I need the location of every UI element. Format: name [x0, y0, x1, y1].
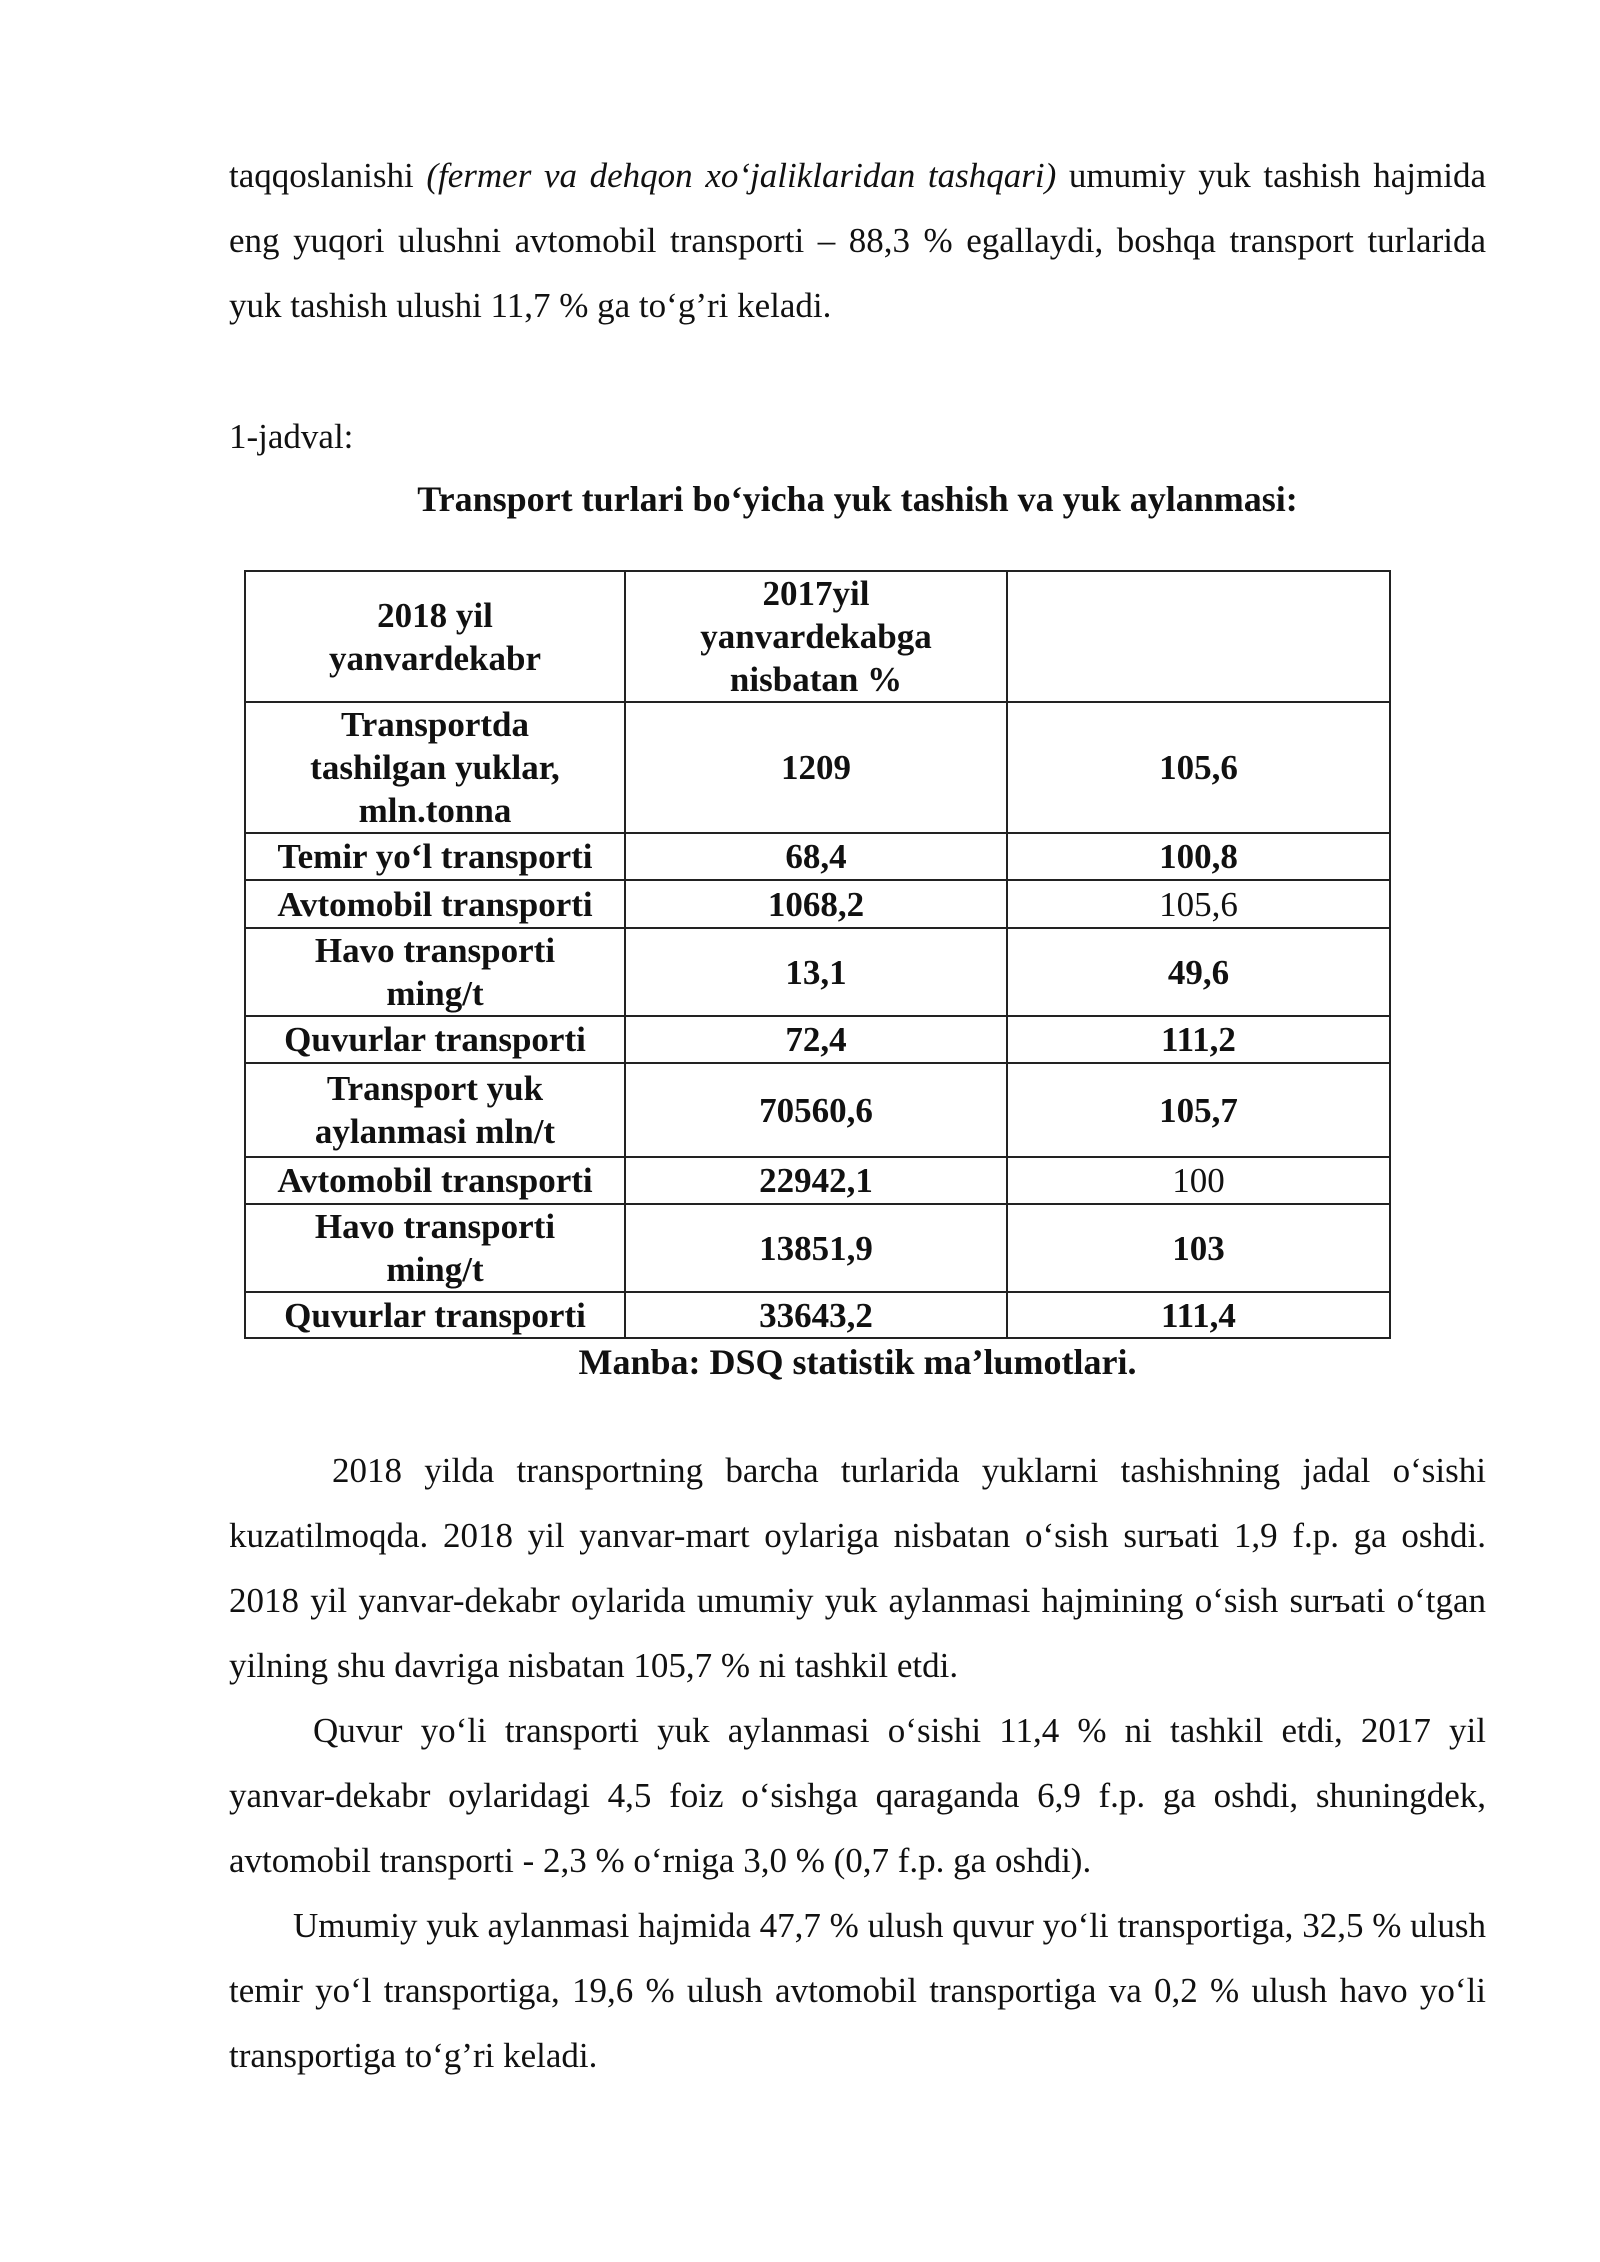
row-label: Quvurlar transporti [245, 1292, 625, 1338]
row-value-percent: 105,6 [1007, 702, 1390, 833]
row-label: Quvurlar transporti [245, 1016, 625, 1063]
table-header-row [245, 571, 1390, 702]
row-value-2018: 70560,6 [625, 1063, 1007, 1157]
table-caption: 1-jadval: [229, 417, 354, 456]
intro-text-italic: (fermer va dehqon xo‘jaliklaridan tashqari) [426, 156, 1057, 195]
body-paragraph: Umumiy yuk aylanmasi hajmida 47,7 % ulush quvur yo‘li transportiga, 32,5 % ulush temir yo‘l transportiga, 19,6 % ulush avtomobil transportiga va 0,2 % ulush havo yo‘li transportiga to‘g’ri keladi. [229, 1906, 1486, 2075]
row-value-percent: 111,2 [1007, 1016, 1390, 1063]
row-label: Avtomobil transporti [245, 1157, 625, 1204]
table-row [245, 1204, 1390, 1292]
row-value-percent: 100 [1007, 1157, 1390, 1204]
row-label: Temir yo‘l transporti [245, 833, 625, 880]
row-label: Transport yuk aylanmasi mln/t [245, 1063, 625, 1157]
header-cell: 2017yil yanvardekabga nisbatan % [625, 571, 1007, 702]
row-value-2018: 1209 [625, 702, 1007, 833]
table-row [245, 880, 1390, 928]
row-value-2018: 68,4 [625, 833, 1007, 880]
row-value-percent: 49,6 [1007, 928, 1390, 1016]
table-row [245, 1063, 1390, 1157]
transport-table [244, 570, 1391, 1339]
row-label: Transportda tashilgan yuklar, mln.tonna [245, 702, 625, 833]
row-value-2018: 22942,1 [625, 1157, 1007, 1204]
body-paragraph: Quvur yo‘li transporti yuk aylanmasi o‘sishi 11,4 % ni tashkil etdi, 2017 yil yanvar-dekabr oylaridagi 4,5 foiz o‘sishga qaraganda 6,9 f.p. ga oshdi, shuningdek, avtomobil transporti - 2,3 % o‘rniga 3,0 % (0,7 f.p. ga oshdi). [229, 1711, 1486, 1880]
row-value-percent: 103 [1007, 1204, 1390, 1292]
table-row [245, 1292, 1390, 1338]
row-label: Havo transporti ming/t [245, 1204, 625, 1292]
row-value-2018: 13,1 [625, 928, 1007, 1016]
row-value-percent: 105,7 [1007, 1063, 1390, 1157]
row-value-percent: 111,4 [1007, 1292, 1390, 1338]
row-label: Havo transporti ming/t [245, 928, 625, 1016]
row-value-2018: 1068,2 [625, 880, 1007, 928]
intro-text-before: taqqoslanishi [229, 156, 427, 195]
table-row [245, 1157, 1390, 1204]
row-value-percent: 105,6 [1007, 880, 1390, 928]
body-paragraph: 2018 yilda transportning barcha turlarida yuklarni tashishning jadal o‘sishi kuzatilmoqda. 2018 yil yanvar-mart oylariga nisbatan o‘sish surъati 1,9 f.p. ga oshdi. 2018 yil yanvar-dekabr oylarida umumiy yuk aylanmasi hajmining o‘sish surъati o‘tgan yilning shu davriga nisbatan 105,7 % ni tashkil etdi. [229, 1451, 1486, 1685]
table-row [245, 702, 1390, 833]
intro-paragraph [229, 143, 1486, 338]
row-value-percent: 100,8 [1007, 833, 1390, 880]
header-cell [1007, 571, 1390, 702]
table-title: Transport turlari bo‘yicha yuk tashish va yuk aylanmasi: [417, 479, 1298, 519]
header-cell: 2018 yil yanvardekabr [245, 571, 625, 702]
row-value-2018: 13851,9 [625, 1204, 1007, 1292]
row-value-2018: 33643,2 [625, 1292, 1007, 1338]
table-row [245, 1016, 1390, 1063]
table-row [245, 833, 1390, 880]
table-row [245, 928, 1390, 1016]
row-value-2018: 72,4 [625, 1016, 1007, 1063]
source-note: Manba: DSQ statistik ma’lumotlari. [578, 1342, 1137, 1382]
row-label: Avtomobil transporti [245, 880, 625, 928]
intro-text-after: umumiy yuk tashish hajmida eng yuqori ulushni avtomobil transporti – 88,3 % egallaydi, boshqa transport turlarida yuk tashish ulushi 11,7 % ga to‘g’ri keladi. [229, 156, 1486, 325]
